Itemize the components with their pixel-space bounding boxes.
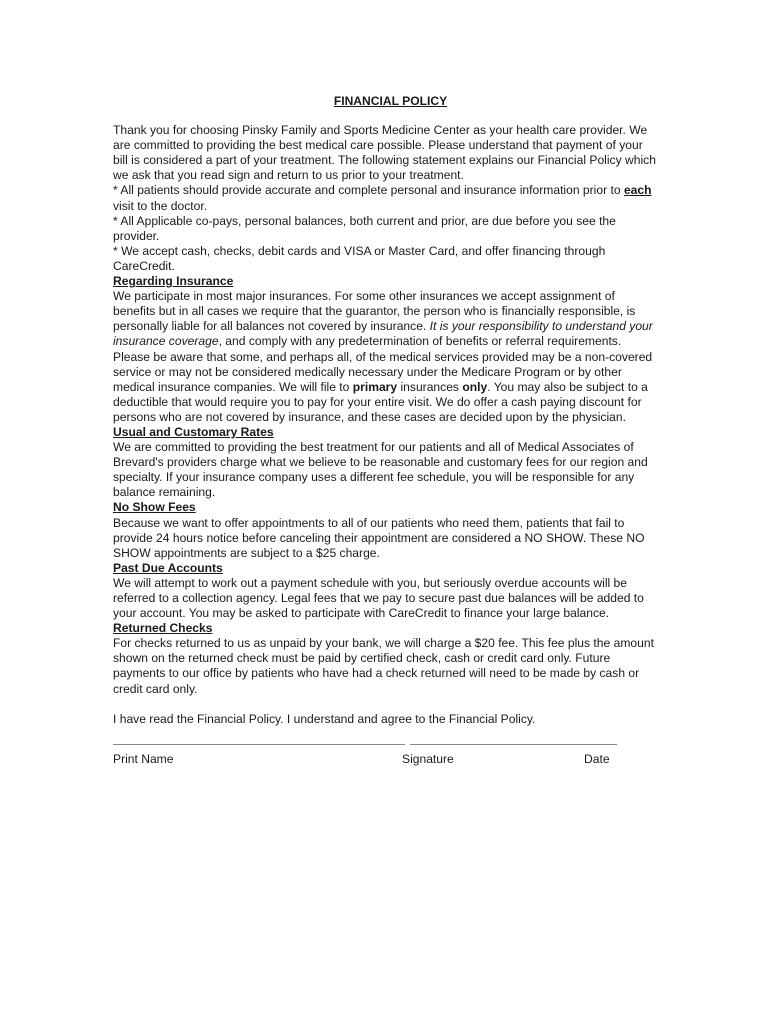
insurance-italic-text: It is your responsibility to understand your insurance coverage (113, 319, 653, 349)
past-due-heading: Past Due Accounts (113, 560, 223, 575)
bullet-1-text: * All patients should provide accurate and complete personal and insurance information prior to (113, 183, 624, 198)
signature-line[interactable] (410, 744, 617, 745)
intro-paragraph: Thank you for choosing Pinsky Family and Sports Medicine Center as your health care provider. We are committed to providing the best medical care possible. Please understand that payment of your bill is considered a part of your treatment. The following statement explains our Financial Policy which we ask that you read sign and return to us prior to your treatment. (113, 123, 656, 183)
bullet-1-tail: visit to the doctor. (113, 198, 208, 213)
insurance-bold-only: only (462, 379, 488, 394)
signature-label: Signature (402, 751, 454, 766)
no-show-paragraph: Because we want to offer appointments to all of our patients who need them, patients that fail to provide 24 hours notice before canceling their appointment are considered a NO SHOW. These NO SHOW appointments are subject to a $25 charge. (113, 515, 645, 560)
bullet-2: * All Applicable co-pays, personal balances, both current and prior, are due before you see the provider. (113, 213, 616, 243)
insurance-bold-primary: primary (352, 379, 398, 394)
insurance-text-2: , and comply with any predetermination of benefits or referral requirements. Please be aware that some, and perhaps all, of the medical services provided may be a non-covered service or may not be considered medically necessary under the Medicare Program or by other medical insurance companies. We will file to (113, 334, 653, 394)
signature-block (113, 744, 658, 774)
insurance-heading: Regarding Insurance (113, 274, 234, 289)
insurance-text-3: insurances (397, 379, 463, 394)
insurance-text-4: . You may also be subject to a deductible that would require you to pay for your entire visit. We do offer a cash paying discount for persons who are not covered by insurance, and these cases are decided upon by the physician. (113, 379, 648, 424)
usual-rates-heading: Usual and Customary Rates (113, 424, 274, 439)
bullet-1-emphasis: each (623, 183, 652, 198)
document-title: FINANCIAL POLICY (333, 94, 448, 108)
print-name-line[interactable] (113, 744, 405, 745)
no-show-heading: No Show Fees (113, 500, 196, 515)
past-due-paragraph: We will attempt to work out a payment schedule with you, but seriously overdue accounts will be referred to a collection agency. Legal fees that we pay to secure past due balances will be added to your account. You may be asked to participate with CareCredit to finance your large balance. (113, 575, 644, 621)
usual-rates-paragraph: We are committed to providing the best treatment for our patients and all of Medical Associates of Brevard's providers charge what we believe to be reasonable and customary fees for our region and specialty. If your insurance company uses a different fee schedule, you will be responsible for any balance remaining. (113, 440, 648, 500)
bullet-1 (113, 183, 658, 213)
acknowledgement-statement: I have read the Financial Policy. I understand and agree to the Financial Policy. (113, 711, 536, 726)
bullet-3: * We accept cash, checks, debit cards and VISA or Master Card, and offer financing through CareCredit. (113, 243, 606, 273)
returned-checks-paragraph: For checks returned to us as unpaid by your bank, we will charge a $20 fee. This fee plus the amount shown on the returned check must be paid by certified check, cash or credit card only. Future payments to our office by patients who have had a check returned will need to be made by cash or credit card only. (113, 636, 654, 696)
policy-content (113, 94, 658, 774)
returned-checks-heading: Returned Checks (113, 621, 213, 636)
insurance-paragraph (113, 289, 658, 425)
date-label: Date (584, 751, 610, 766)
insurance-text-1: We participate in most major insurances. For some other insurances we accept assignment of benefits but in all cases we require that the guarantor, the person who is financially responsible, is personally liable for all balances not covered by insurance. (113, 289, 636, 334)
print-name-label: Print Name (113, 751, 174, 766)
